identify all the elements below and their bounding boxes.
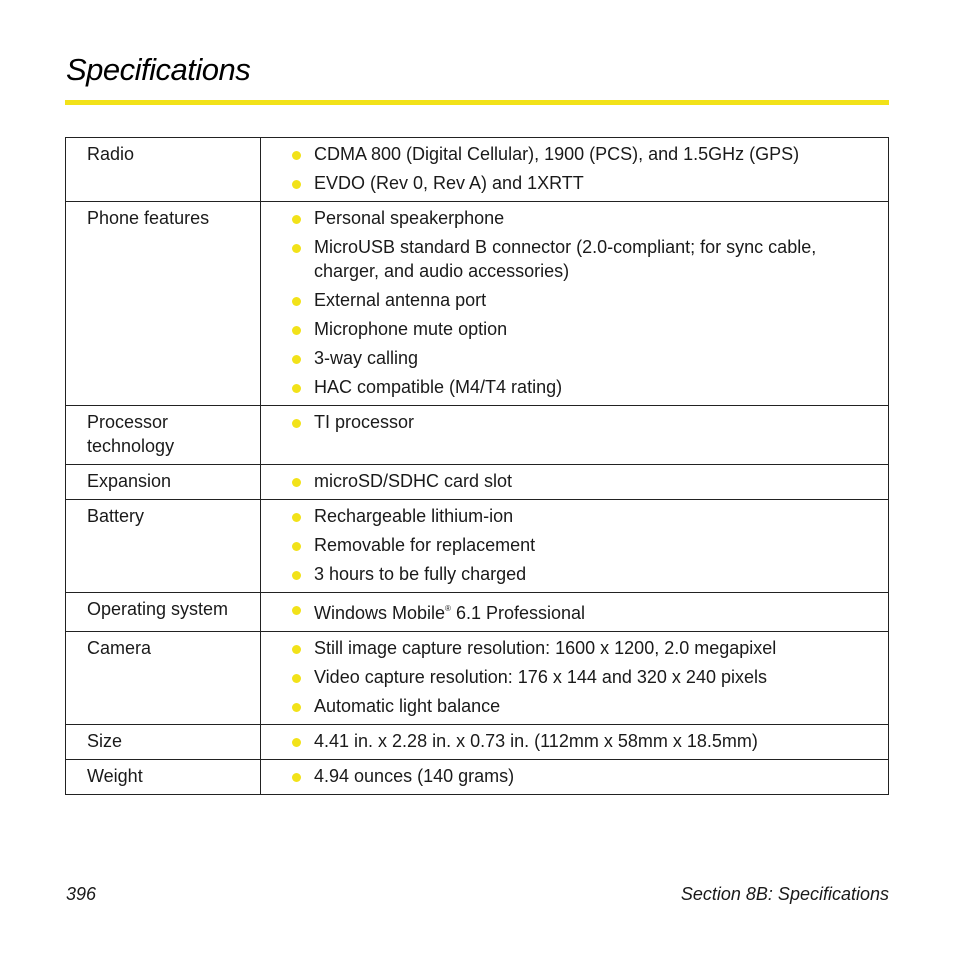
list-item [281,636,876,660]
spec-value: Still image capture resolution: 1600 x 1200, 2.0 megapixel [314,638,777,658]
list-item [281,504,876,528]
table-row [66,138,889,202]
list-item [281,597,876,625]
bullet-icon [292,355,301,364]
spec-value: Microphone mute option [314,319,508,339]
spec-label: Battery [66,500,261,593]
bullet-icon [292,606,301,615]
spec-value: microSD/SDHC card slot [314,471,513,491]
os-version: 6.1 Professional [450,603,586,623]
list-item [281,469,876,493]
spec-value: EVDO (Rev 0, Rev A) and 1XRTT [314,173,584,193]
bullet-icon [292,419,301,428]
bullet-icon [292,645,301,654]
bullet-icon [292,244,301,253]
bullet-icon [292,738,301,747]
spec-label: Operating system [66,593,261,632]
table-row [66,406,889,465]
table-row [66,202,889,406]
bullet-icon [292,773,301,782]
bullet-icon [292,326,301,335]
bullet-icon [292,542,301,551]
list-item [281,206,876,230]
bullet-icon [292,703,301,712]
spec-value: 3 hours to be fully charged [314,564,527,584]
bullet-icon [292,674,301,683]
table-row [66,760,889,795]
spec-value: Automatic light balance [314,696,501,716]
spec-label: Expansion [66,465,261,500]
bullet-icon [292,478,301,487]
bullet-icon [292,215,301,224]
spec-label: Processor technology [66,406,261,465]
list-item [281,694,876,718]
spec-label: Size [66,725,261,760]
spec-value: MicroUSB standard B connector (2.0-compliant; for sync cable, charger, and audio accessories) [314,237,817,281]
page-number: 396 [66,884,97,904]
bullet-icon [292,180,301,189]
table-row [66,593,889,632]
table-row [66,725,889,760]
spec-value: HAC compatible (M4/T4 rating) [314,377,563,397]
list-item [281,171,876,195]
spec-value: Personal speakerphone [314,208,505,228]
list-item [281,410,876,434]
spec-value: TI processor [314,412,415,432]
list-item [281,562,876,586]
bullet-icon [292,571,301,580]
table-row [66,465,889,500]
list-item [281,764,876,788]
spec-value: Video capture resolution: 176 x 144 and 320 x 240 pixels [314,667,767,687]
spec-value: External antenna port [314,290,487,310]
spec-label: Radio [66,138,261,202]
spec-values [261,725,889,760]
spec-value: 4.94 ounces (140 grams) [314,766,515,786]
spec-label: Weight [66,760,261,795]
list-item [281,235,876,283]
table-row [66,632,889,725]
spec-values [261,632,889,725]
spec-label: Phone features [66,202,261,406]
spec-values [261,500,889,593]
spec-values [261,760,889,795]
spec-values [261,593,889,632]
list-item [281,142,876,166]
list-item [281,729,876,753]
list-item [281,346,876,370]
list-item [281,288,876,312]
specifications-table [65,137,889,795]
list-item [281,665,876,689]
spec-value: 3-way calling [314,348,419,368]
spec-value [314,603,585,623]
spec-value: CDMA 800 (Digital Cellular), 1900 (PCS), and 1.5GHz (GPS) [314,144,800,164]
page-title: Specifications [66,52,251,87]
bullet-icon [292,151,301,160]
os-name: Windows Mobile [314,603,446,623]
bullet-icon [292,513,301,522]
registered-mark: ® [445,604,451,613]
spec-value: Removable for replacement [314,535,536,555]
title-underline [65,100,889,105]
spec-label: Camera [66,632,261,725]
spec-values [261,406,889,465]
spec-value: 4.41 in. x 2.28 in. x 0.73 in. (112mm x 58mm x 18.5mm) [314,731,758,751]
bullet-icon [292,384,301,393]
spec-values [261,202,889,406]
list-item [281,533,876,557]
bullet-icon [292,297,301,306]
list-item [281,317,876,341]
spec-values [261,138,889,202]
table-row [66,500,889,593]
spec-value: Rechargeable lithium-ion [314,506,514,526]
spec-values [261,465,889,500]
list-item [281,375,876,399]
section-title: Section 8B: Specifications [680,884,889,904]
